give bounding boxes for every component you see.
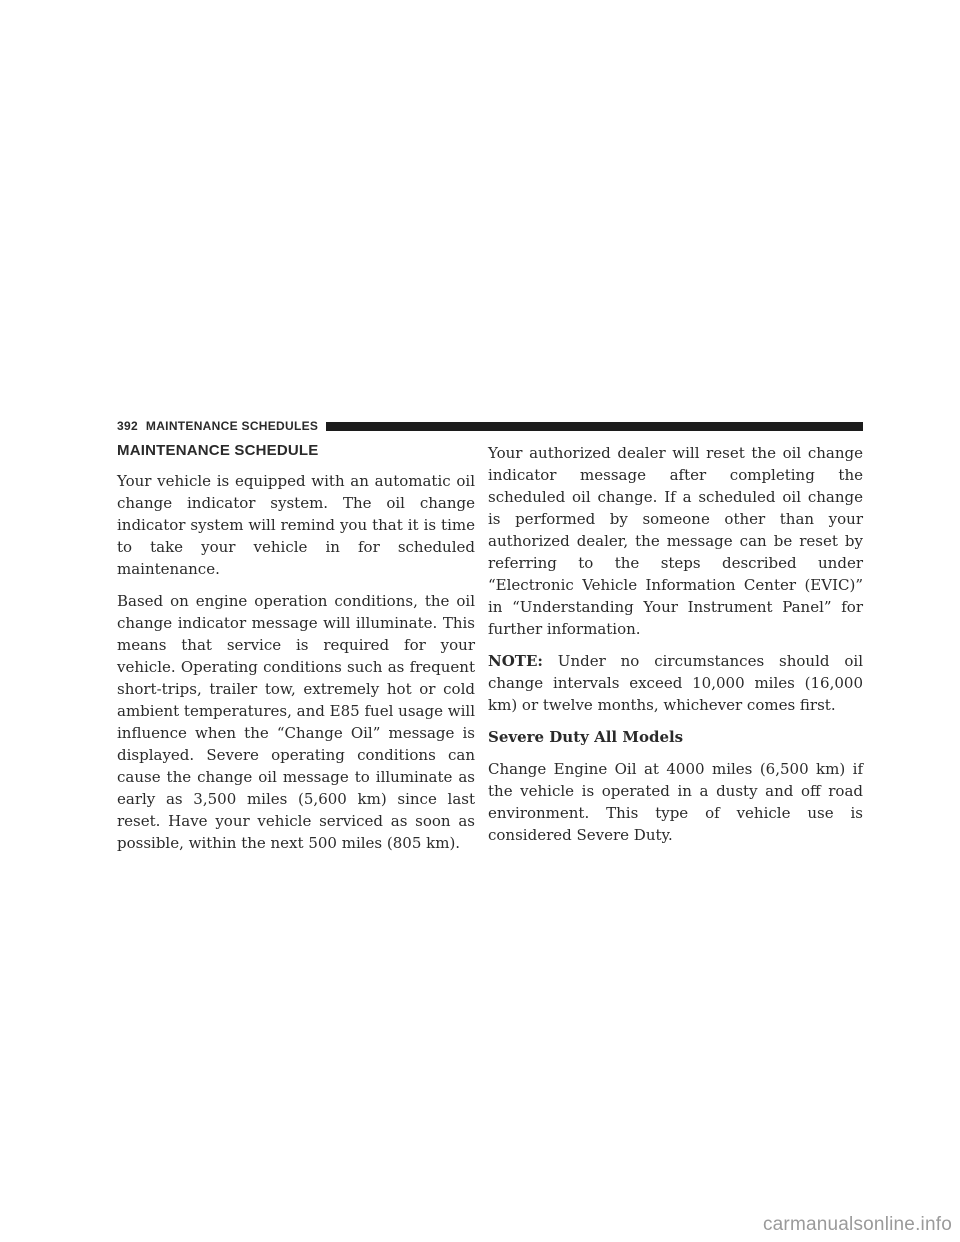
paragraph-dealer-reset: Your authorized dealer will reset the oil change indicator message after completing the scheduled oil change. If a scheduled oil change is performed by someone other than your authorized dealer, the message can be reset by referring to the steps described under “Electronic Vehicle Information Center (EVIC)” in “Understanding Your Instrument Panel” for further information.: [488, 444, 863, 638]
page-heading: MAINTENANCE SCHEDULE: [117, 442, 319, 459]
header-rule: [326, 422, 863, 431]
paragraph-conditions: Based on engine operation conditions, the oil change indicator message will illuminate. This means that service is required for your vehicle. Operating conditions such as frequent short-trips, trailer tow, extremely hot or cold ambient temperatures, and E85 fuel usage will influence when the “Change Oil” message is displayed. Severe operating conditions can cause the change oil message to illuminate as early as 3,500 miles (5,600 km) since last reset. Have your vehicle serviced as soon as possible, within the next 500 miles (805 km).: [117, 592, 475, 852]
left-column: [117, 440, 475, 864]
paragraph-severe-duty: Change Engine Oil at 4000 miles (6,500 km) if the vehicle is operated in a dusty and off road environment. This type of vehicle use is considered Severe Duty.: [488, 760, 863, 844]
note-text: Under no circumstances should oil change intervals exceed 10,000 miles (16,000 km) or twelve months, whichever comes first.: [488, 652, 863, 714]
paragraph-intro: Your vehicle is equipped with an automatic oil change indicator system. The oil change indicator system will remind you that it is time to take your vehicle in for scheduled maintenance.: [117, 472, 475, 578]
subheading-severe-duty: Severe Duty All Models: [488, 728, 684, 746]
page-header: [117, 419, 863, 433]
note-paragraph: [488, 650, 863, 716]
page-number: 392: [117, 419, 138, 433]
right-column: [488, 442, 863, 856]
note-label: NOTE:: [488, 652, 543, 670]
section-title: MAINTENANCE SCHEDULES: [145, 419, 319, 433]
watermark-text: carmanualsonline.info: [762, 1214, 952, 1235]
